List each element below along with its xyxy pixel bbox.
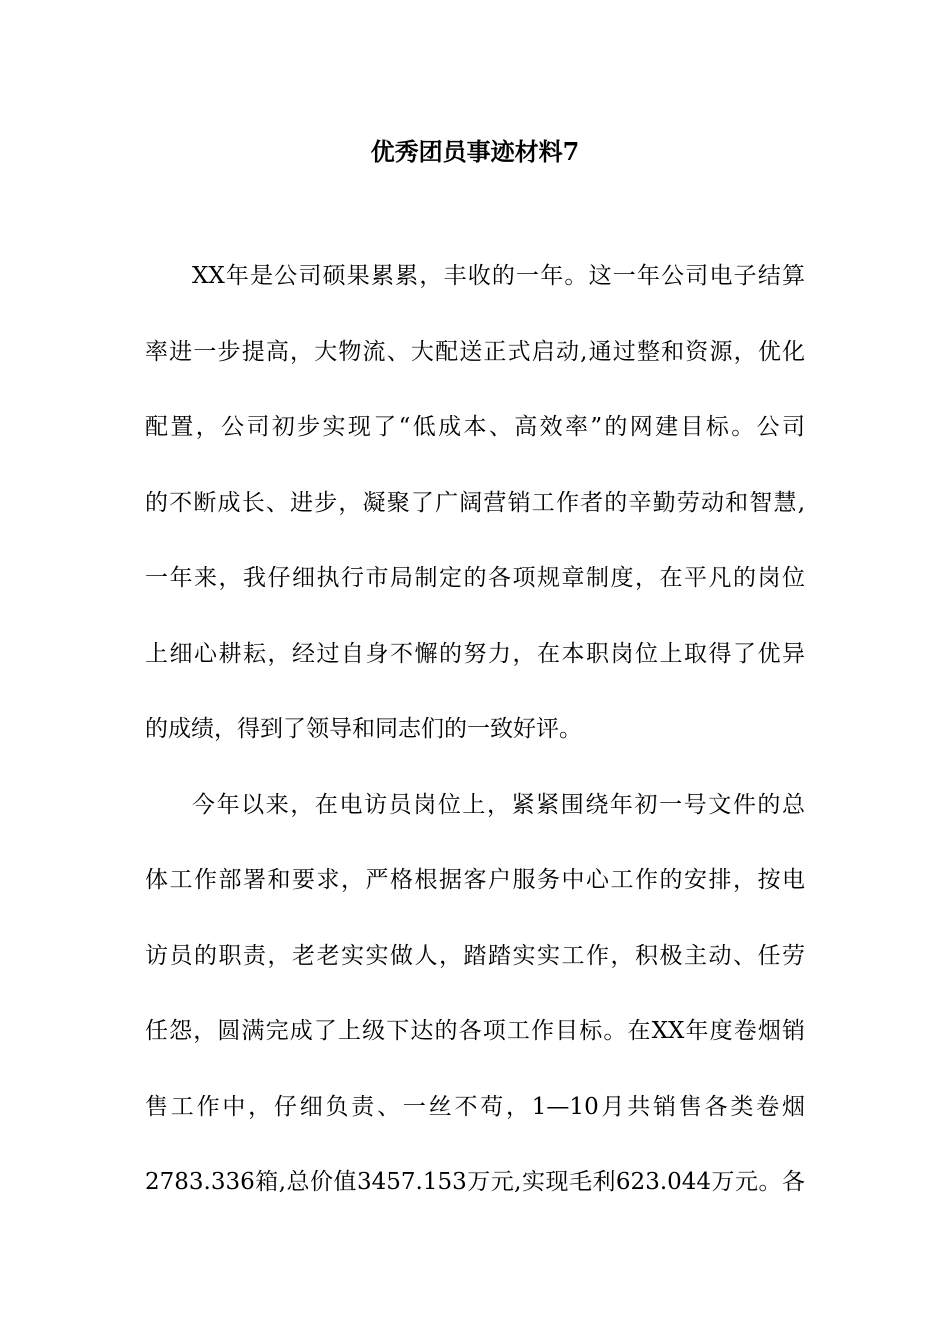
- paragraph-2-line-3: 访员的职责，老老实实做人，踏踏实实工作，积极主动、任劳: [145, 943, 805, 969]
- document-title: 优秀团员事迹材料7: [370, 137, 580, 166]
- paragraph-2-line-5: 售工作中，仔细负责、一丝不苟，1—10月共销售各类卷烟: [145, 1094, 805, 1120]
- paragraph-2-line-1: 今年以来，在电访员岗位上，紧紧围绕年初一号文件的总: [192, 792, 805, 818]
- paragraph-1-line-6: 上细心耕耘，经过自身不懈的努力，在本职岗位上取得了优异: [145, 641, 805, 667]
- paragraph-2-line-4: 任怨，圆满完成了上级下达的各项工作目标。在XX年度卷烟销: [145, 1018, 805, 1044]
- paragraph-2-line-6: 2783.336箱,总价值3457.153万元,实现毛利623.044万元。各: [145, 1169, 805, 1195]
- paragraph-1-line-4: 的不断成长、进步，凝聚了广阔营销工作者的辛勤劳动和智慧,: [145, 490, 805, 516]
- paragraph-1-line-2: 率进一步提高，大物流、大配送正式启动,通过整和资源，优化: [145, 339, 805, 365]
- paragraph-1-line-3: 配置，公司初步实现了“低成本、高效率”的网建目标。公司: [145, 414, 805, 440]
- paragraph-1-line-5: 一年来，我仔细执行市局制定的各项规章制度，在平凡的岗位: [145, 565, 805, 591]
- paragraph-1-line-1: XX年是公司硕果累累，丰收的一年。这一年公司电子结算: [192, 263, 805, 289]
- paragraph-2-line-2: 体工作部署和要求，严格根据客户服务中心工作的安排，按电: [145, 867, 805, 893]
- paragraph-1-line-7: 的成绩，得到了领导和同志们的一致好评。: [145, 716, 582, 742]
